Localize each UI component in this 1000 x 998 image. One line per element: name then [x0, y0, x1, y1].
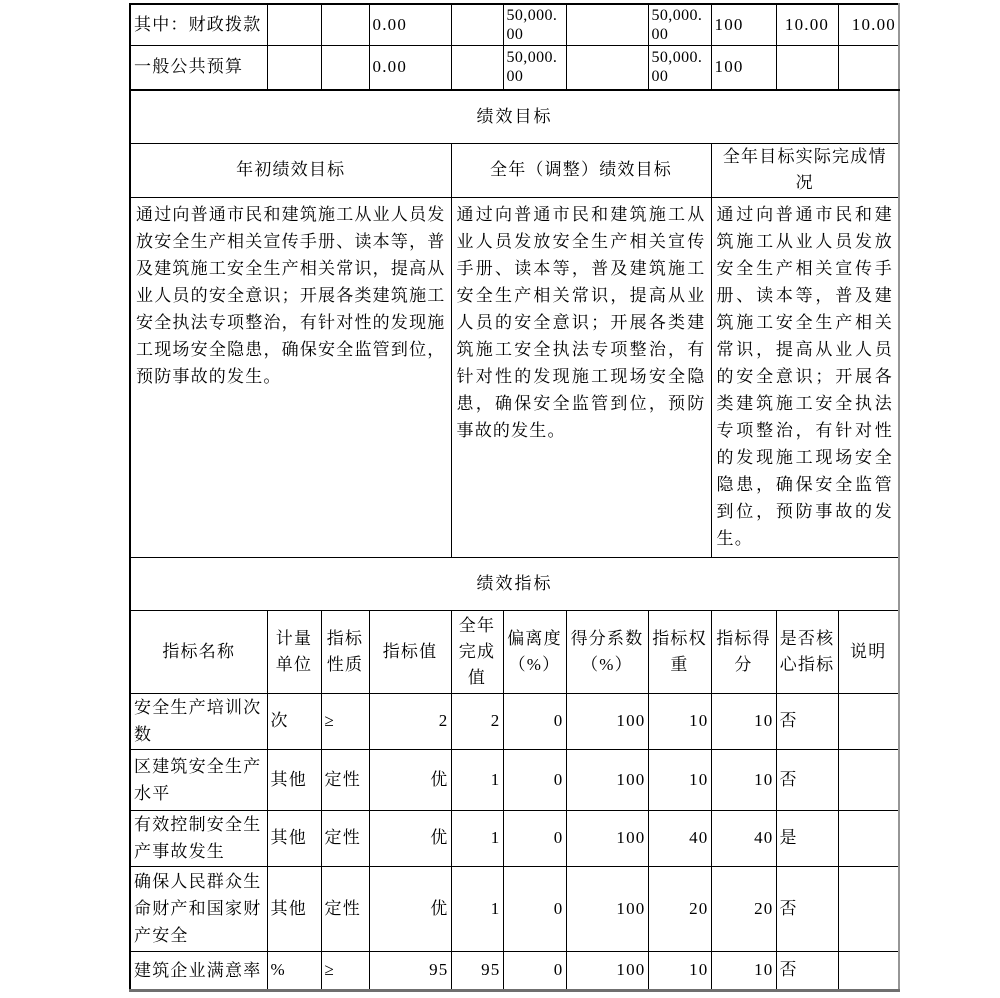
cell: 20	[711, 866, 776, 951]
cell: 0.00	[369, 4, 451, 45]
cell: 0	[503, 749, 566, 810]
cell: 95	[451, 951, 503, 990]
cell: ≥	[321, 951, 369, 990]
cell: 否	[776, 749, 838, 810]
cell: 40	[711, 810, 776, 866]
cell: 10.00	[776, 4, 838, 45]
cell	[838, 810, 899, 866]
cell: 100	[566, 951, 648, 990]
header-indicator-name: 指标名称	[130, 610, 267, 693]
cell: 100	[711, 45, 776, 90]
funding-row	[130, 45, 899, 90]
cell: 1	[451, 866, 503, 951]
cell: 2	[369, 693, 451, 749]
goal-column-header-initial: 年初绩效目标	[130, 143, 451, 197]
cell: 否	[776, 693, 838, 749]
cell: 10	[648, 951, 711, 990]
goal-column-header-actual: 全年目标实际完成情况	[711, 143, 899, 197]
cell	[776, 45, 838, 90]
cell: 10	[711, 749, 776, 810]
goals-title-row	[130, 90, 899, 143]
cell: 50,000.00	[503, 45, 566, 90]
cell	[321, 45, 369, 90]
goal-text-initial: 通过向普通市民和建筑施工从业人员发放安全生产相关宣传手册、读本等，普及建筑施工安全生产相关常识，提高从业人员的安全意识；开展各类建筑施工安全执法专项整治，有针对性的发现施工现场安全隐患，确保安全监管到位，预防事故的发生。	[130, 197, 451, 557]
header-remark: 说明	[838, 610, 899, 693]
goals-text-row	[130, 197, 899, 557]
cell: 其他	[267, 749, 321, 810]
cell: 其他	[267, 810, 321, 866]
cell	[838, 951, 899, 990]
indicator-name: 确保人民群众生命财产和国家财产安全	[130, 866, 267, 951]
cell: 100	[711, 4, 776, 45]
cell: 100	[566, 749, 648, 810]
header-deviation: 偏离度（%）	[503, 610, 566, 693]
cell: 50,000.00	[503, 4, 566, 45]
cell: 10	[648, 749, 711, 810]
cell: 优	[369, 749, 451, 810]
header-unit: 计量单位	[267, 610, 321, 693]
cell: 1	[451, 810, 503, 866]
cell: %	[267, 951, 321, 990]
cell: 40	[648, 810, 711, 866]
cell	[267, 45, 321, 90]
cell	[838, 866, 899, 951]
indicator-row	[130, 866, 899, 951]
cell: 10	[711, 951, 776, 990]
cell	[838, 749, 899, 810]
cell: 其他	[267, 866, 321, 951]
indicators-header-row	[130, 610, 899, 693]
cell	[838, 45, 899, 90]
cell: 10.00	[838, 4, 899, 45]
indicator-name: 区建筑安全生产水平	[130, 749, 267, 810]
goal-text-actual: 通过向普通市民和建筑施工从业人员发放安全生产相关宣传手册、读本等，普及建筑施工安全生产相关常识，提高从业人员的安全意识；开展各类建筑施工安全执法专项整治，有针对性的发现施工现场安全隐患，确保安全监管到位，预防事故的发生。	[711, 197, 899, 557]
goals-section-title: 绩效目标	[130, 90, 899, 143]
header-core-indicator: 是否核心指标	[776, 610, 838, 693]
cell: 10	[711, 693, 776, 749]
cell: 次	[267, 693, 321, 749]
cell: 95	[369, 951, 451, 990]
cell: 定性	[321, 810, 369, 866]
indicator-row	[130, 810, 899, 866]
cell: 2	[451, 693, 503, 749]
funding-row-label: 其中：财政拨款	[130, 4, 267, 45]
goals-header-row	[130, 143, 899, 197]
cell: 0	[503, 810, 566, 866]
cell: 定性	[321, 866, 369, 951]
cell: 优	[369, 810, 451, 866]
header-score: 指标得分	[711, 610, 776, 693]
cell	[451, 45, 503, 90]
cell: 1	[451, 749, 503, 810]
cell: 否	[776, 866, 838, 951]
header-weight: 指标权重	[648, 610, 711, 693]
funding-row-label: 一般公共预算	[130, 45, 267, 90]
performance-evaluation-table	[129, 3, 900, 992]
cell: 否	[776, 951, 838, 990]
cell: 10	[648, 693, 711, 749]
cell: 优	[369, 866, 451, 951]
cell: ≥	[321, 693, 369, 749]
indicators-title-row	[130, 557, 899, 610]
cell: 100	[566, 693, 648, 749]
indicator-name: 安全生产培训次数	[130, 693, 267, 749]
cell: 100	[566, 810, 648, 866]
header-nature: 指标性质	[321, 610, 369, 693]
cell	[451, 4, 503, 45]
header-completed-value: 全年完成值	[451, 610, 503, 693]
cell: 50,000.00	[648, 4, 711, 45]
cell	[566, 4, 648, 45]
cell	[838, 693, 899, 749]
indicator-row	[130, 749, 899, 810]
indicator-name: 有效控制安全生产事故发生	[130, 810, 267, 866]
funding-row	[130, 4, 899, 45]
cell: 50,000.00	[648, 45, 711, 90]
cell	[566, 45, 648, 90]
indicator-name: 建筑企业满意率	[130, 951, 267, 990]
cell: 定性	[321, 749, 369, 810]
cell: 20	[648, 866, 711, 951]
header-target-value: 指标值	[369, 610, 451, 693]
cell: 0.00	[369, 45, 451, 90]
cell: 100	[566, 866, 648, 951]
indicator-row	[130, 951, 899, 990]
cell	[321, 4, 369, 45]
cell: 0	[503, 693, 566, 749]
cell	[267, 4, 321, 45]
cell: 0	[503, 951, 566, 990]
header-score-coefficient: 得分系数（%）	[566, 610, 648, 693]
cell: 是	[776, 810, 838, 866]
indicators-section-title: 绩效指标	[130, 557, 899, 610]
goal-text-adjusted: 通过向普通市民和建筑施工从业人员发放安全生产相关宣传手册、读本等，普及建筑施工安全生产相关常识，提高从业人员的安全意识；开展各类建筑施工安全执法专项整治，有针对性的发现施工现场安全隐患，确保安全监管到位，预防事故的发生。	[451, 197, 711, 557]
goal-column-header-adjusted: 全年（调整）绩效目标	[451, 143, 711, 197]
indicator-row	[130, 693, 899, 749]
cell: 0	[503, 866, 566, 951]
